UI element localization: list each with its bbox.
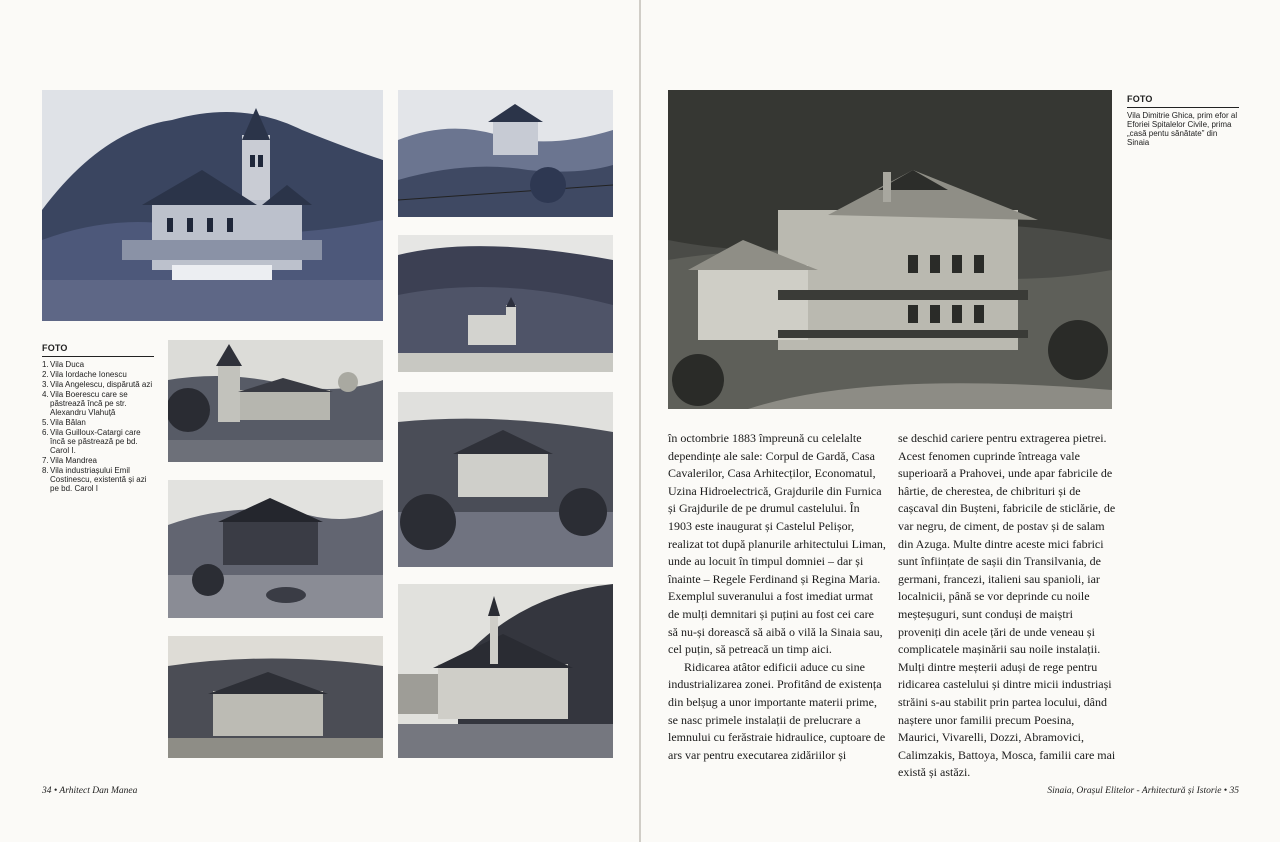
paragraph: Ridicarea atâtor edificii aduce cu sine industrializarea zonei. Profitând de existența din belșug a unor importante materii prime, se nasc primele instalații de prelucrare a lemnului cu ferăstraie hidraulice, cuptoare de ars var pentru executarea zidăriilor și bbox=[668, 659, 886, 762]
engraving-vila-iordache-ionescu bbox=[398, 90, 613, 217]
right-page-footer: Sinaia, Orașul Elitelor - Arhitectură și Istorie • 35 bbox=[1047, 786, 1239, 796]
paragraph: se deschid cariere pentru extragerea pietrei. Acest fenomen cuprinde întreaga vale superioară a Prahovei, unde apar fabricile de hârtie, de cherestea, de chibrituri și de cașcaval din Bușteni, fabricile de sticlărie, de var negru, de ciment, de postav și de salam din Azuga. Multe dintre aceste mici fabrici sunt înființate de sașii din Transilvania, de germani, francezi, italieni sau spanioli, iar localnicii, până se vor deprinde cu noile meșteșuguri, sunt conduși de maiștri proveniți din acele țări de unde veneau și complicatele mașinării sau noile instalații. Mulți dintre meșterii aduși de rege pentru ridicarea castelului și dintre micii industriași străini s-au stabilit prin partea locului, dând naștere unor familii precum Poesina, Maurici, Vivarelli, Dozzi, Abramovici, Calimzakis, Battoya, Mosca, familii care mai există și astăzi. bbox=[898, 431, 1116, 780]
caption-heading: FOTO bbox=[42, 344, 154, 357]
caption-item: 8. Vila industriașului Emil Costinescu, existentă și azi pe bd. Carol I bbox=[42, 466, 147, 493]
right-photo-caption bbox=[1127, 95, 1239, 147]
engraving-vila-emil-costinescu bbox=[398, 584, 613, 758]
caption-heading: FOTO bbox=[1127, 95, 1239, 108]
engraving-vila-mandrea bbox=[168, 636, 383, 758]
left-photo-caption bbox=[42, 344, 154, 494]
engraving-vila-guilloux-catargi bbox=[168, 480, 383, 618]
engraving-vila-dimitrie-ghica bbox=[668, 90, 1112, 409]
caption-item: 2. Vila Iordache Ionescu bbox=[42, 370, 127, 379]
engraving-vila-boerescu bbox=[168, 340, 383, 462]
caption-item: 1. Vila Duca bbox=[42, 360, 85, 369]
paragraph: în octombrie 1883 împreună cu celelalte dependințe ale sale: Corpul de Gardă, Casa Cavalerilor, Casa Arhitecților, Economatul, Uzina Hidroelectrică, Grajdurile din Furnica și Grajdurile de pe drumul castelului. În 1903 este inaugurat și Castelul Pelișor, realizat tot după planurile arhitectului Liman, unde au locuit în timpul domniei – dar și înainte – Regele Ferdinand și Regina Maria. Exemplul suveranului a fost imediat urmat de mulți demnitari și puțini au fost cei care să nu-și dorească să aibă o vilă la Sinaia sau, cel puțin, să petreacă un timp aici. bbox=[668, 431, 886, 657]
caption-item: 7. Vila Mandrea bbox=[42, 456, 97, 465]
engraving-vila-balan bbox=[398, 392, 613, 567]
engraving-vila-duca bbox=[42, 90, 383, 321]
left-page-footer: 34 • Arhitect Dan Manea bbox=[42, 786, 138, 796]
caption-text: Vila Dimitrie Ghica, prim efor al Eforiei Spitalelor Civile, prima „casă pentu sănătate” din Sinaia bbox=[1127, 111, 1238, 147]
engraving-vila-angelescu bbox=[398, 235, 613, 372]
body-column-1 bbox=[668, 430, 886, 764]
right-page bbox=[641, 0, 1280, 842]
caption-item: 5. Vila Bălan bbox=[42, 418, 86, 427]
caption-item: 3. Vila Angelescu, dispărută azi bbox=[42, 380, 153, 389]
caption-list bbox=[42, 360, 154, 493]
caption-item: 6. Vila Guilloux-Catargi care încă se păstrează pe bd. Carol I. bbox=[42, 428, 141, 455]
body-column-2 bbox=[898, 430, 1116, 782]
caption-item: 4. Vila Boerescu care se păstrează încă pe str. Alexandru Vlahuță bbox=[42, 390, 128, 417]
